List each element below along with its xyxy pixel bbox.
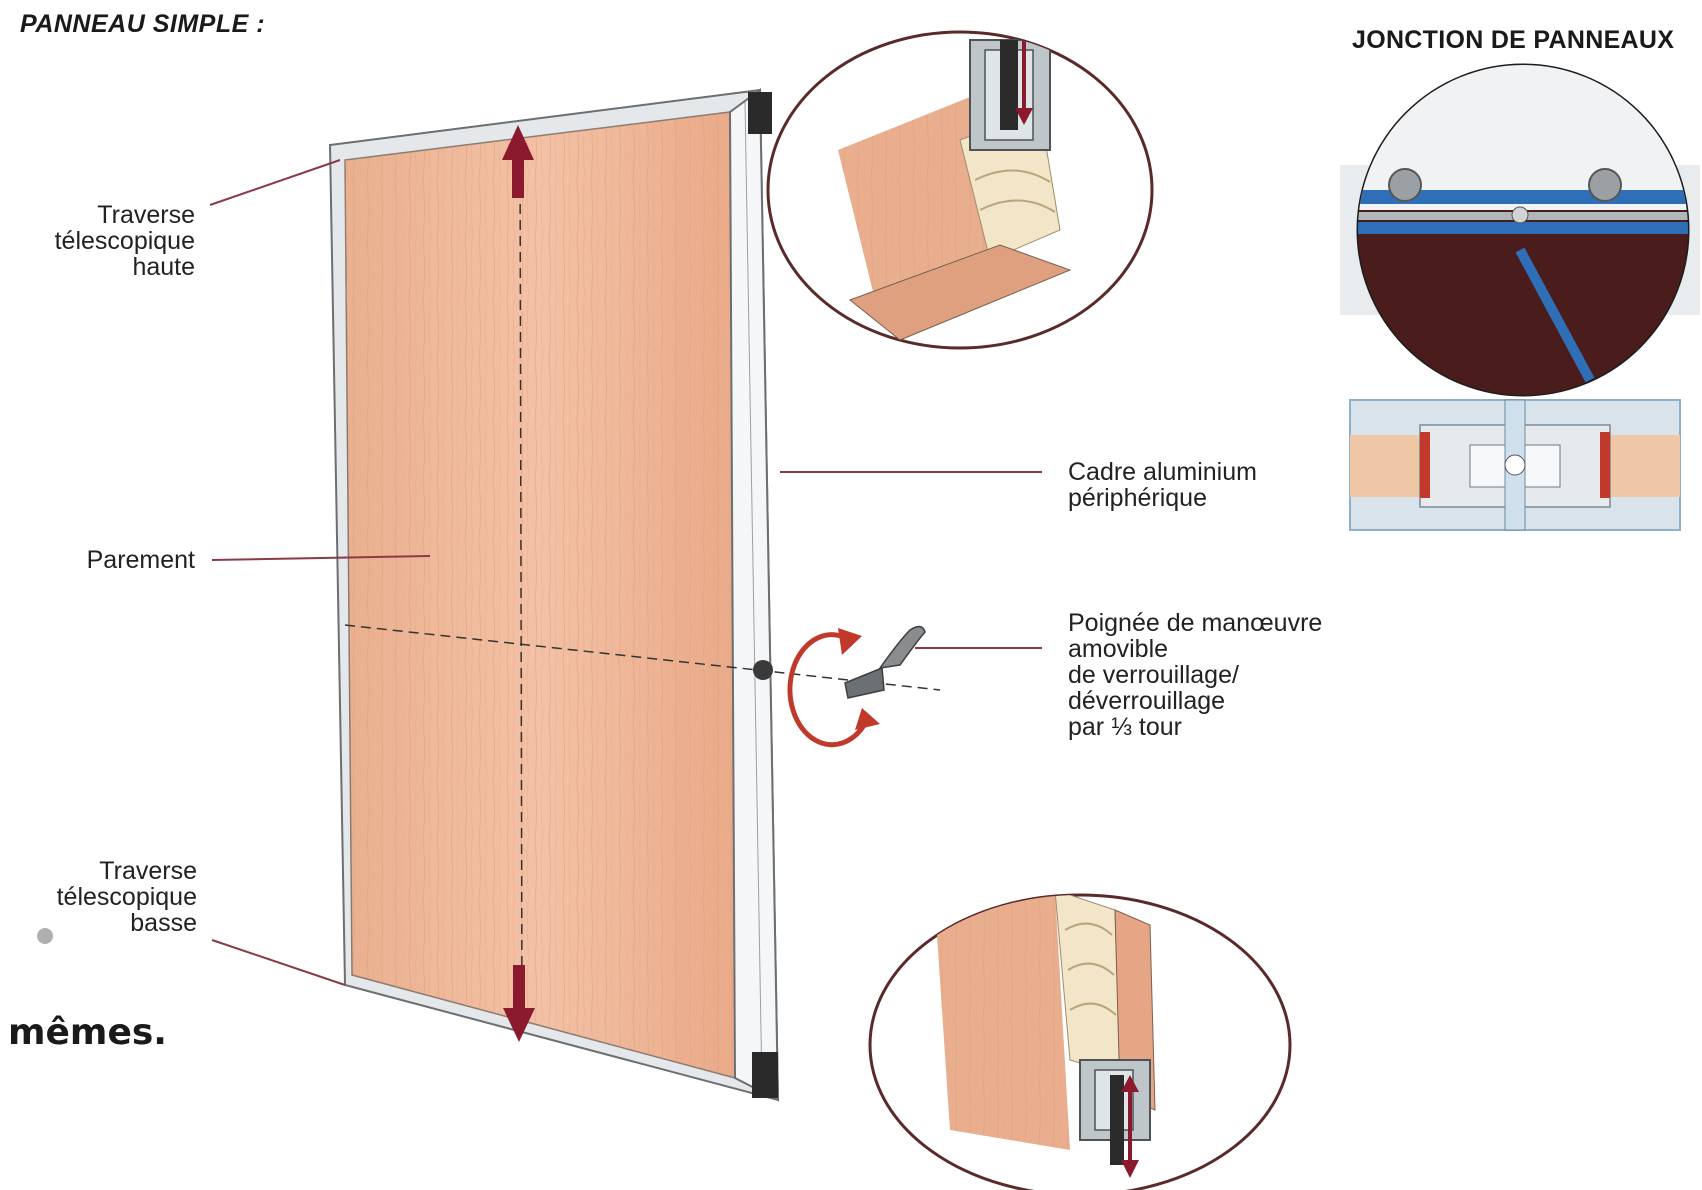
- label-traverse-basse: [57, 858, 197, 936]
- smudge-mark: [37, 928, 53, 944]
- lock-knob: [753, 660, 773, 680]
- label-poignee: [1068, 610, 1322, 740]
- leader-traverse-basse: [212, 940, 345, 985]
- label-line: télescopique: [54, 227, 195, 255]
- label-line: Cadre aluminium: [1068, 458, 1257, 486]
- corner-block-top: [748, 92, 772, 134]
- label-parement: Parement: [86, 546, 195, 574]
- label-line: Poignée de manœuvre: [1068, 609, 1323, 637]
- label-line: de verrouillage/: [1068, 661, 1239, 689]
- label-line: haute: [132, 253, 195, 281]
- label-line: Traverse: [99, 857, 197, 885]
- junction-title: JONCTION DE PANNEAUX: [1352, 26, 1675, 54]
- junction-diagram: [1340, 60, 1702, 530]
- detail-bottom: [870, 890, 1290, 1190]
- label-line: périphérique: [1068, 484, 1207, 512]
- leader-traverse-haute: [210, 160, 340, 205]
- label-line: déverrouillage: [1068, 687, 1226, 715]
- corner-block-bottom: [752, 1052, 778, 1098]
- label-line: amovible: [1068, 635, 1169, 663]
- label-line: télescopique: [56, 883, 197, 911]
- detail-top: [768, 15, 1152, 348]
- footer-text: mêmes.: [8, 1012, 167, 1053]
- label-line: basse: [130, 909, 197, 937]
- label-line: par ⅓ tour: [1068, 713, 1182, 741]
- label-line: Traverse: [97, 201, 195, 229]
- page-title: PANNEAU SIMPLE :: [20, 10, 266, 38]
- label-traverse-haute: [55, 202, 195, 280]
- side-profile: [730, 90, 778, 1100]
- label-cadre: [1068, 459, 1257, 511]
